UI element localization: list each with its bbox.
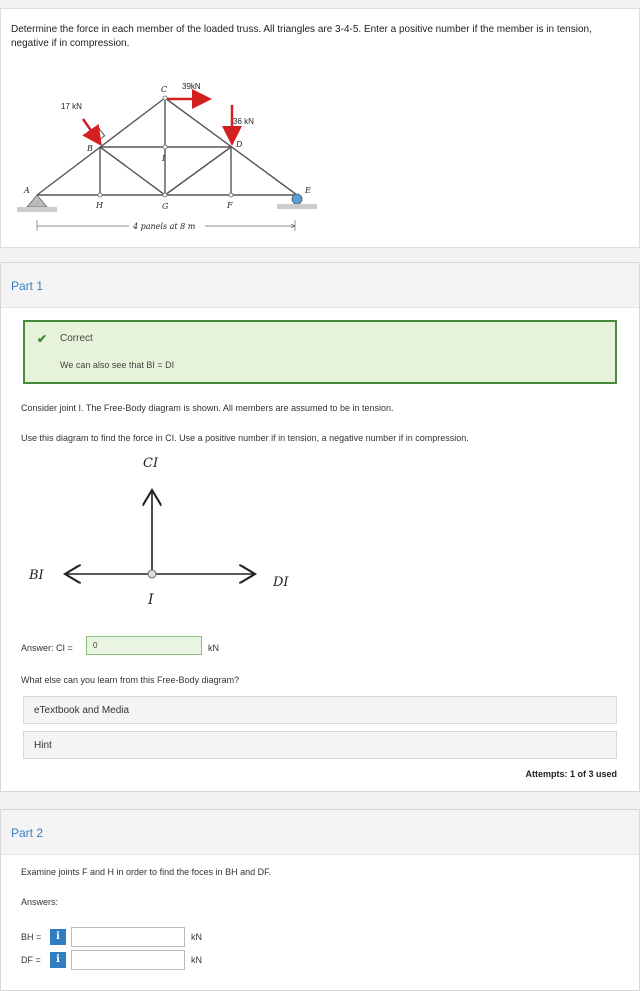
svg-text:B: B — [87, 144, 93, 153]
feedback-message: We can also see that BI = DI — [60, 360, 175, 370]
fbd-joint-label: I — [148, 592, 154, 608]
part2-title: Part 2 — [11, 826, 44, 840]
part1-header — [1, 263, 639, 308]
bh-label: BH = — [21, 932, 42, 942]
df-answer-input[interactable] — [71, 950, 185, 970]
support-e-icon — [277, 194, 317, 209]
load-c-label: 39kN — [182, 82, 201, 91]
svg-text:H: H — [96, 201, 103, 210]
answers-label: Answers: — [21, 897, 59, 907]
df-info-icon[interactable]: i — [50, 952, 66, 968]
fbd-ci-label: CI — [143, 456, 159, 471]
df-label: DF = — [21, 955, 41, 965]
df-unit: kN — [191, 955, 202, 965]
fbd-di-label: DI — [273, 575, 289, 590]
instruction-text: Use this diagram to find the force in CI. Use a positive number if in tension, a negative number if in compression. — [21, 433, 469, 443]
etextbook-label: eTextbook and Media — [34, 705, 130, 716]
correct-label: Correct — [60, 333, 93, 344]
svg-text:I: I — [162, 154, 166, 163]
question-text: Determine the force in each member of the loaded truss. All triangles are 3-4-5. Enter a positive number if the member is in tension, negative if in compression. — [11, 24, 592, 49]
answer-unit: kN — [208, 643, 219, 653]
etextbook-button[interactable] — [23, 696, 617, 724]
part1-title: Part 1 — [11, 279, 44, 293]
span-label: 4 panels at 8 m — [133, 222, 196, 231]
fbd-bi-label: BI — [29, 568, 44, 583]
bh-info-icon[interactable]: i — [50, 929, 66, 945]
free-body-diagram — [27, 450, 307, 610]
correct-feedback-box — [23, 320, 617, 384]
svg-text:D: D — [236, 140, 243, 149]
part1-panel — [0, 262, 640, 792]
part2-instruction: Examine joints F and H in order to find the foces in BH and DF. — [21, 867, 272, 877]
load-d-label: 36 kN — [233, 117, 254, 126]
followup-question: What else can you learn from this Free-Body diagram? — [21, 675, 240, 685]
support-a-icon — [17, 195, 57, 212]
part2-panel — [0, 809, 640, 991]
checkmark-icon: ✔ — [37, 332, 48, 346]
load-b-label: 17 kN — [61, 102, 82, 111]
svg-text:C: C — [161, 85, 168, 94]
part2-header — [1, 810, 639, 855]
hint-button[interactable] — [23, 731, 617, 759]
truss-figure — [7, 69, 327, 241]
svg-text:A: A — [24, 186, 30, 195]
question-panel — [0, 8, 640, 248]
attempts-counter: Attempts: 1 of 3 used — [525, 769, 617, 779]
svg-text:G: G — [162, 202, 169, 211]
svg-text:E: E — [305, 186, 311, 195]
ci-answer-input[interactable]: 0 — [86, 636, 202, 655]
hint-label: Hint — [34, 740, 52, 751]
bh-answer-input[interactable] — [71, 927, 185, 947]
answer-label: Answer: CI = — [21, 643, 73, 653]
bh-unit: kN — [191, 932, 202, 942]
svg-text:F: F — [227, 201, 233, 210]
consider-text: Consider joint I. The Free-Body diagram is shown. All members are assumed to be in tension. — [21, 403, 394, 413]
